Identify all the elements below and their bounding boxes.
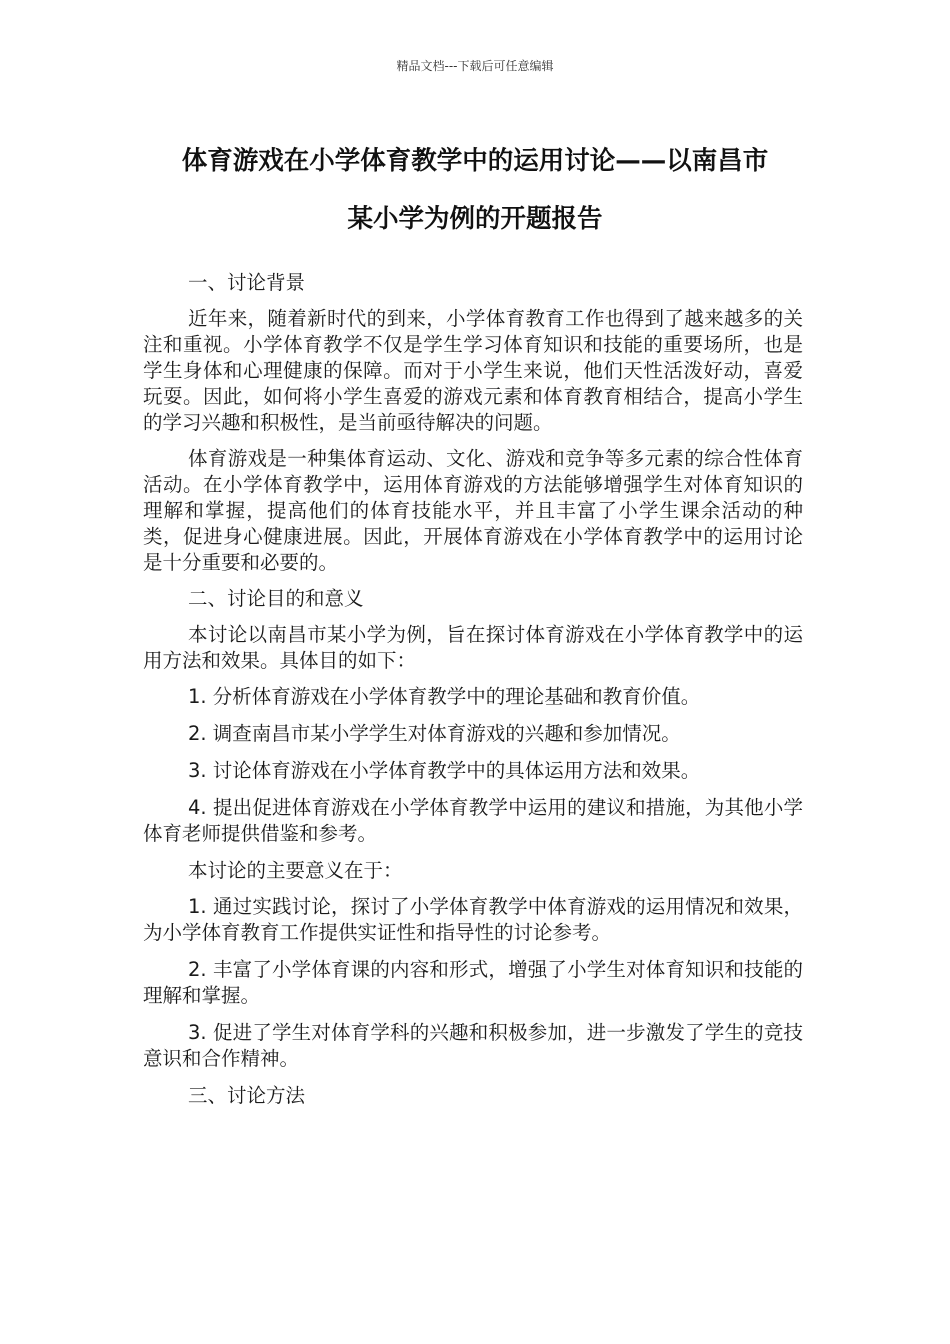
paragraph-background-1: 近年来，随着新时代的到来，小学体育教育工作也得到了越来越多的关注和重视。小学体育教学不仅是学生学习体育知识和技能的重要场所，也是学生身体和心理健康的保障。而对于小学生来说，他们天性活泼好动，喜爱玩耍。因此，如何将小学生喜爱的游戏元素和体育教育相结合，提高小学生的学习兴趣和积极性，是当前亟待解决的问题。 xyxy=(143,307,803,434)
significance-item-1: 1. 通过实践讨论，探讨了小学体育教学中体育游戏的运用情况和效果，为小学体育教育工作提供实证性和指导性的讨论参考。 xyxy=(143,895,803,944)
goal-item-4: 4. 提出促进体育游戏在小学体育教学中运用的建议和措施，为其他小学体育老师提供借鉴和参考。 xyxy=(143,796,803,845)
goal-item-2: 2. 调查南昌市某小学学生对体育游戏的兴趣和参加情况。 xyxy=(188,722,681,745)
paragraph-background-2: 体育游戏是一种集体育运动、文化、游戏和竞争等多元素的综合性体育活动。在小学体育教学中，运用体育游戏的方法能够增强学生对体育知识的理解和掌握，提高他们的体育技能水平，并且丰富了小学生课余活动的种类，促进身心健康进展。因此，开展体育游戏在小学体育教学中的运用讨论是十分重要和必要的。 xyxy=(143,447,803,574)
paragraph-purpose-intro: 本讨论以南昌市某小学为例，旨在探讨体育游戏在小学体育教学中的运用方法和效果。具体目的如下： xyxy=(143,623,803,672)
header-note: 精品文档---下载后可任意编辑 xyxy=(396,59,554,73)
document-body xyxy=(143,270,803,1119)
paragraph-significance-intro: 本讨论的主要意义在于： xyxy=(188,859,403,882)
significance-item-3: 3. 促进了学生对体育学科的兴趣和积极参加，进一步激发了学生的竞技意识和合作精神。 xyxy=(143,1021,803,1070)
goal-item-1: 1. 分析体育游戏在小学体育教学中的理论基础和教育价值。 xyxy=(188,685,701,708)
document-title xyxy=(130,132,820,248)
section-heading-background: 一、讨论背景 xyxy=(188,271,306,294)
title-line-1: 体育游戏在小学体育教学中的运用讨论——以南昌市 xyxy=(181,146,769,176)
title-line-2: 某小学为例的开题报告 xyxy=(347,204,603,234)
section-heading-purpose: 二、讨论目的和意义 xyxy=(188,587,364,610)
significance-item-2: 2. 丰富了小学体育课的内容和形式，增强了小学生对体育知识和技能的理解和掌握。 xyxy=(143,958,803,1007)
section-heading-method: 三、讨论方法 xyxy=(188,1084,306,1107)
goal-item-3: 3. 讨论体育游戏在小学体育教学中的具体运用方法和效果。 xyxy=(188,759,701,782)
